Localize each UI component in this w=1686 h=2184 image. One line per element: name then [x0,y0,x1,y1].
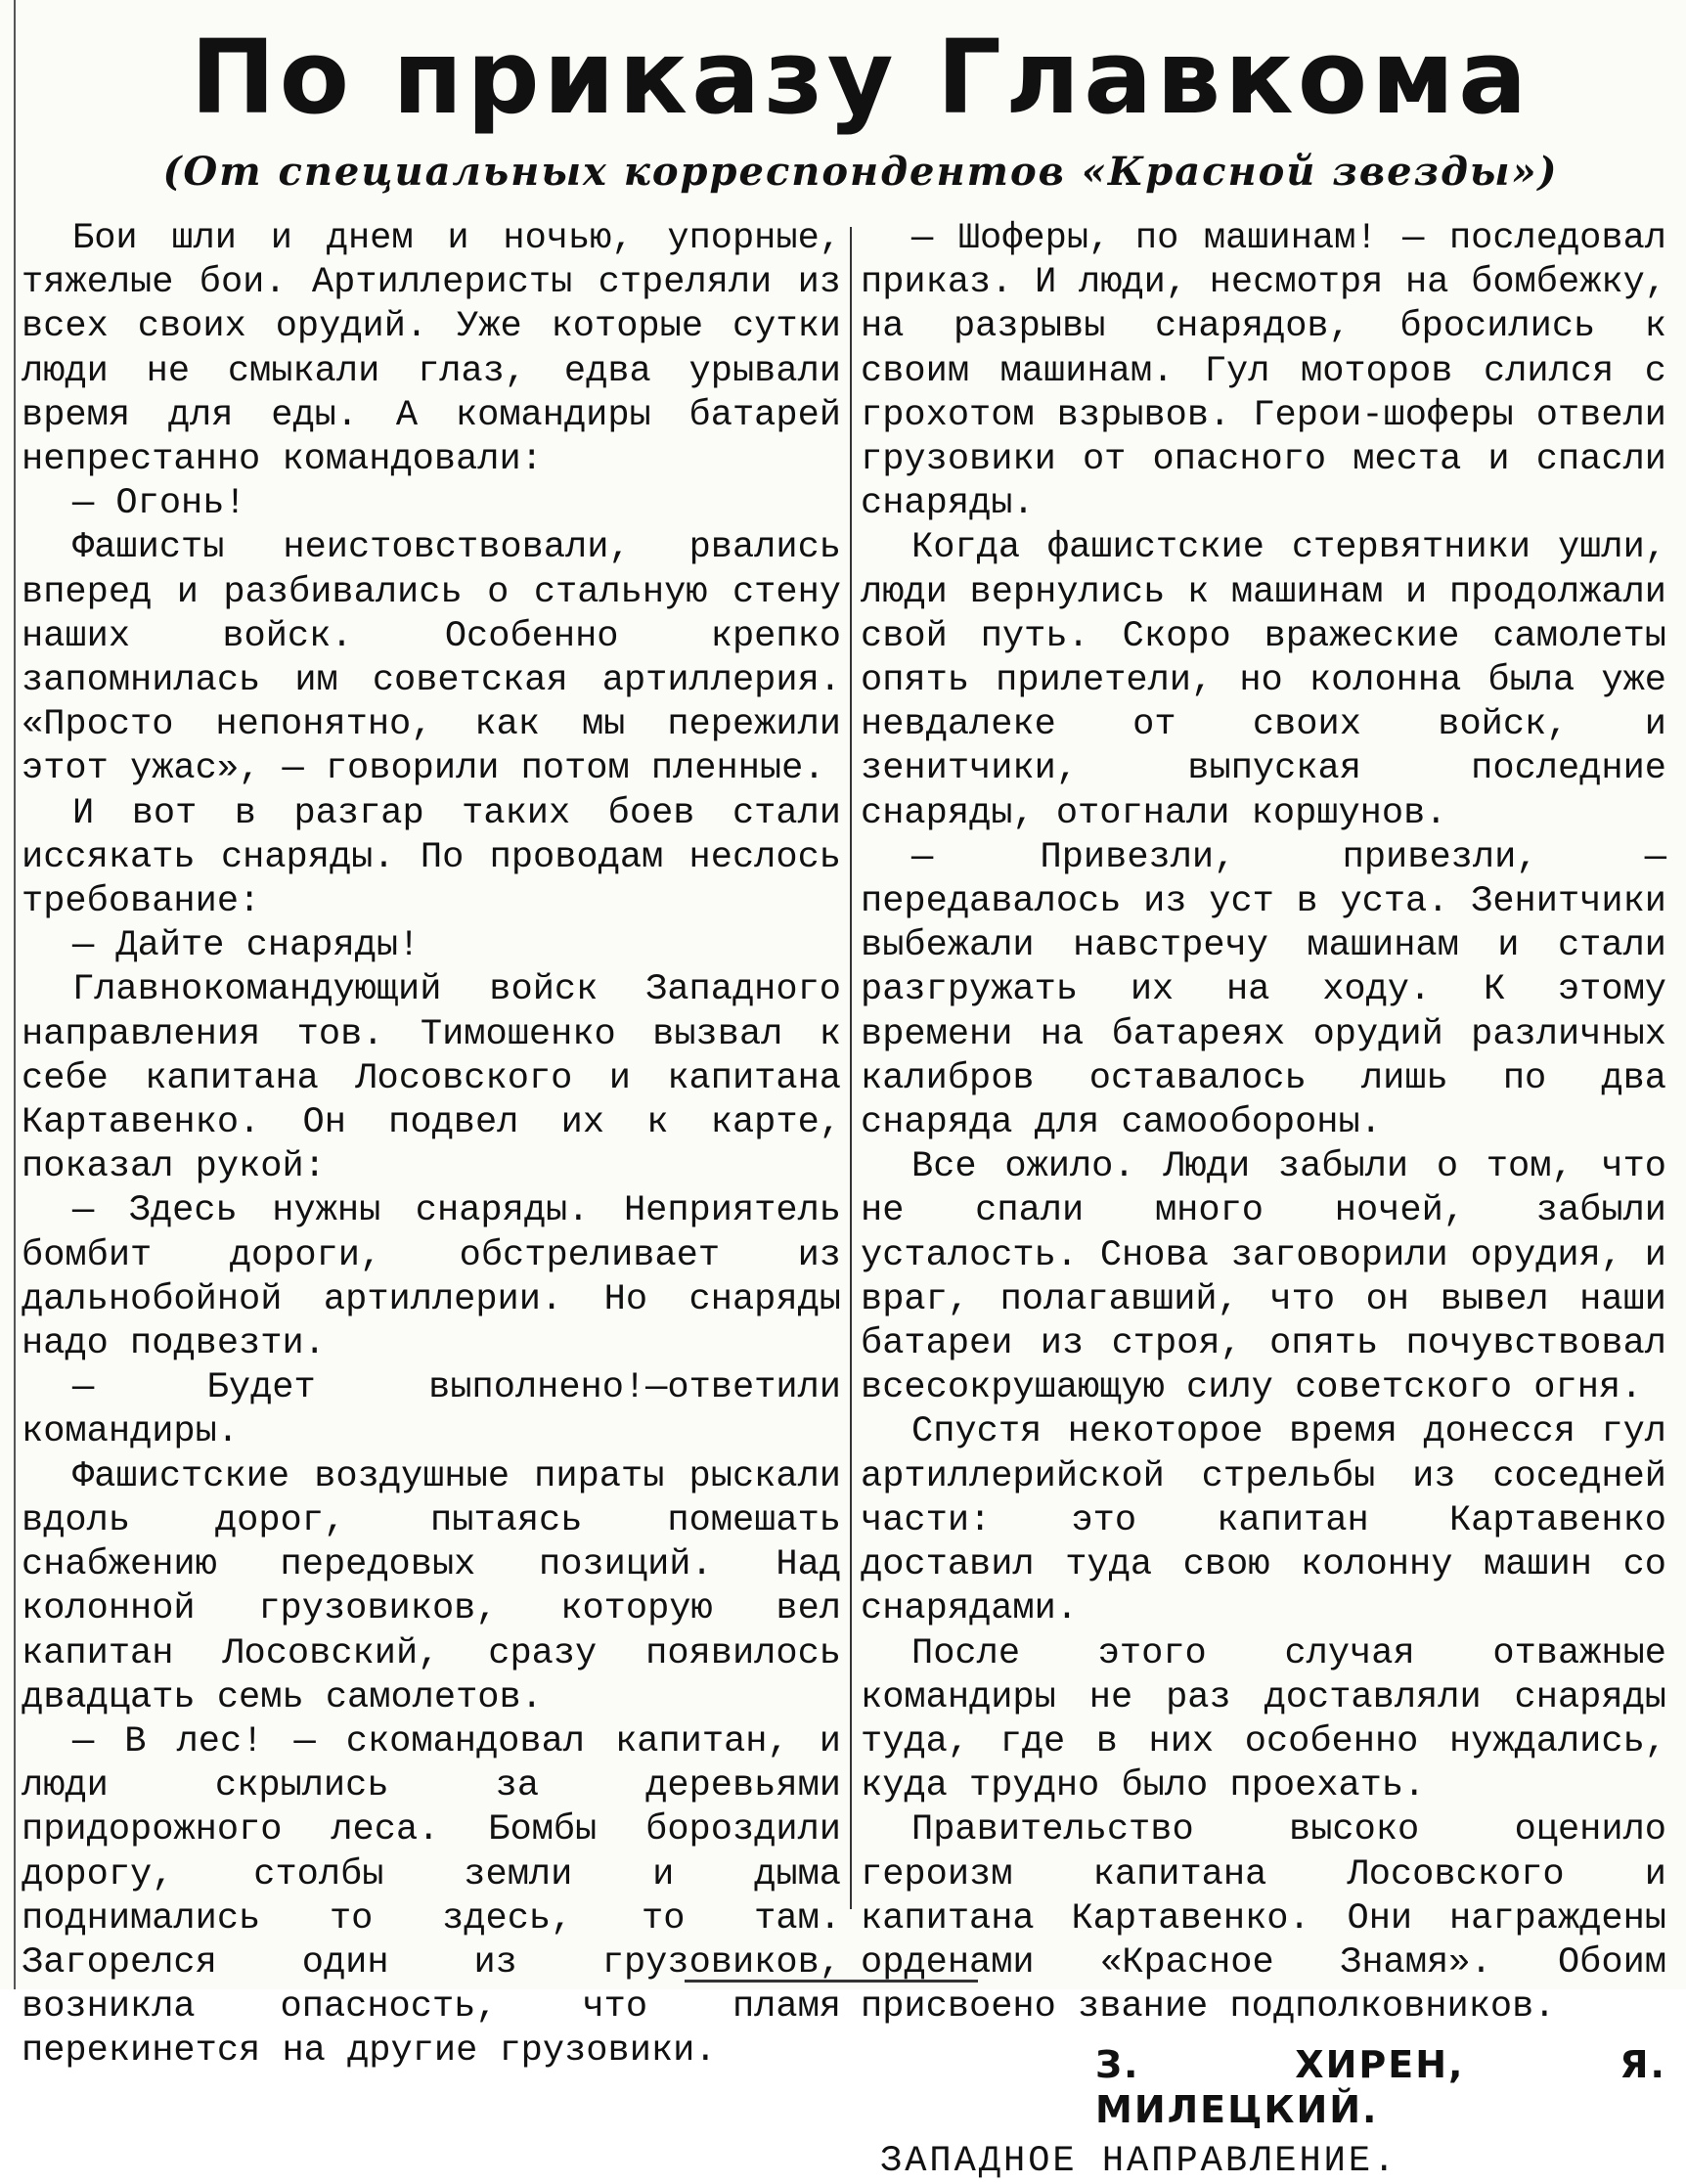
paragraph: — Привезли, привезли, — передавалось из уст в уста. Зенитчики выбежали навстречу машинам и стали разгружать их на ходу. К этому времени на батареях орудий различных калибров оставалось лишь по два снаряда для самообороны. [861,836,1666,1144]
paragraph: И вот в разгар таких боев стали иссякать снаряды. По проводам неслось требование: [22,792,841,923]
paragraph: — Будет выполнено!—ответили командиры. [22,1367,841,1453]
paragraph: Бои шли и днем и ночью, упорные, тяжелые бои. Артиллеристы стреляли из всех своих орудий. Уже которые сутки люди не смыкали глаз, едва урывали время для еды. А командиры батарей непрестанно командовали: [22,218,841,481]
paragraph: После этого случая отважные командиры не раз доставляли снаряды туда, где в них особенно нуждались, куда трудно было проехать. [861,1632,1666,1807]
paragraph: — В лес! — скомандовал капитан, и люди скрылись за деревьями придорожного леса. Бомбы бороздили дорогу, столбы земли и дыма поднимались то здесь, то там. Загорелся один из грузовиков, возникла опасность, что пламя перекинется на другие грузовики. [22,1720,841,2073]
bottom-rule [685,1980,978,1983]
paragraph: Фашисты неистовствовали, рвались вперед и разбивались о стальную стену наших войск. Особенно крепко запомнилась им советская артиллерия. «Просто непонятно, как мы пережили этот ужас», — говорили потом пленные. [22,527,841,790]
paragraph: Когда фашистские стервятники ушли, люди вернулись к машинам и продолжали свой путь. Скоро вражеские самолеты опять прилетели, но колонна была уже невдалеке от своих войск, и зенитчики, выпуская последние снаряды, отогнали коршунов. [861,527,1666,834]
paragraph: — Огонь! [72,483,246,525]
article-subtitle: (От специальных корреспондентов «Красной звезды») [162,149,1559,195]
paragraph: — Шоферы, по машинам! — последовал приказ. И люди, несмотря на бомбежку, на разрывы снарядов, бросились к своим машинам. Гул моторов слился с грохотом взрывов. Герои-шоферы отвели грузовики от опасного места и спасли снаряды. [861,218,1666,525]
paragraph: Фашистские воздушные пираты рыскали вдоль дорог, пытаясь помешать снабжению передовых позиций. Над колонной грузовиков, которую вел капитан Лосовский, сразу появилось двадцать семь самолетов. [22,1455,841,1718]
column-divider [850,227,852,1909]
right-column [861,217,1666,2184]
paragraph: Все ожило. Люди забыли о том, что не спали много ночей, забыли усталость. Снова заговорили орудия, и враг, полагавший, что он вывел наши батареи из строя, опять почувствовал всесокрушающую силу советского огня. [861,1146,1666,1409]
paragraph: Спустя некоторое время донесся гул артиллерийской стрельбы из соседней части: это капитан Картавенко доставил туда свою колонну машин со снарядами. [861,1411,1666,1630]
article-location: ЗАПАДНОЕ НАПРАВЛЕНИЕ. [880,2140,1398,2182]
page-edge-border [0,0,16,1989]
paragraph: Правительство высоко оценило героизм капитана Лосовского и капитана Картавенко. Они награждены орденами «Красное Знамя». Обоим присвоено звание подполковников. [861,1809,1666,2028]
article-headline: По приказу Главкома [190,18,1531,137]
paragraph: — Дайте снаряды! [72,925,421,967]
article-authors: З. ХИРЕН, Я. МИЛЕЦКИЙ. [1095,2043,1666,2131]
left-column [22,217,841,2074]
paragraph: Главнокомандующий войск Западного направления тов. Тимошенко вызвал к себе капитана Лосовского и капитана Картавенко. Он подвел их к карте, показал рукой: [22,969,841,1188]
paragraph: — Здесь нужны снаряды. Неприятель бомбит дороги, обстреливает из дальнобойной артиллерии. Но снаряды надо подвезти. [22,1190,841,1365]
